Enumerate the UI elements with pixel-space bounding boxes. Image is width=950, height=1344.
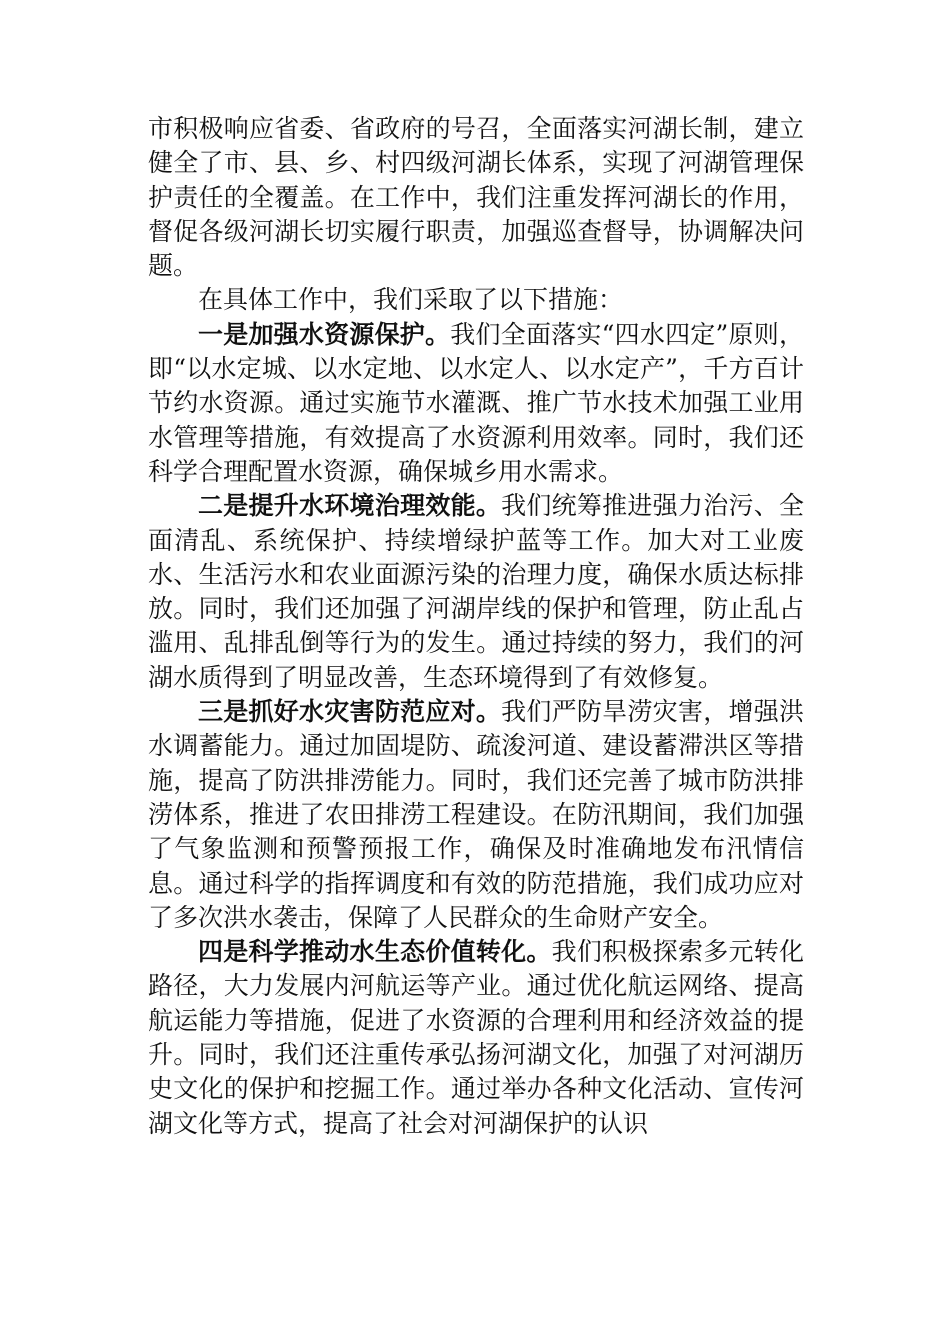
paragraph-text: 我们严防旱涝灾害，增强洪水调蓄能力。通过加固堤防、疏浚河道、建设蓄滞洪区等措施，提高了防洪排涝能力。同时，我们还完善了城市防洪排涝体系，推进了农田排涝工程建设。在防汛期间，我们加强了气象监测和预警预报工作，确保及时准确地发布汛情信息。通过科学的指挥调度和有效的防范措施，我们成功应对了多次洪水袭击，保障了人民群众的生命财产安全。 <box>148 697 804 932</box>
paragraph-text: 我们统筹推进强力治污、全面清乱、系统保护、持续增绿护蓝等工作。加大对工业废水、生活污水和农业面源污染的治理力度，确保水质达标排放。同时，我们还加强了河湖岸线的保护和管理，防止乱占滥用、乱排乱倒等行为的发生。通过持续的努力，我们的河湖水质得到了明显改善，生态环境得到了有效修复。 <box>148 491 804 692</box>
document-body <box>148 112 804 1141</box>
paragraph-continuation <box>148 112 804 283</box>
paragraph-measure-3 <box>148 695 804 935</box>
paragraph-text: 市积极响应省委、省政府的号召，全面落实河湖长制，建立健全了市、县、乡、村四级河湖长体系，实现了河湖管理保护责任的全覆盖。在工作中，我们注重发挥河湖长的作用，督促各级河湖长切实履行职责，加强巡查督导，协调解决问题。 <box>148 114 804 281</box>
paragraph-lead: 一是加强水资源保护。 <box>198 319 451 349</box>
paragraph-text: 我们全面落实“四水四定”原则，即“以水定城、以水定地、以水定人、以水定产”，千方百计节约水资源。通过实施节水灌溉、推广节水技术加强工业用水管理等措施，有效提高了水资源利用效率。同时，我们还科学合理配置水资源，确保城乡用水需求。 <box>148 319 804 486</box>
paragraph-lead: 三是抓好水灾害防范应对。 <box>198 697 502 727</box>
paragraph-lead: 二是提升水环境治理效能。 <box>198 491 502 521</box>
paragraph-measure-1 <box>148 318 804 489</box>
paragraph-measure-4 <box>148 935 804 1141</box>
paragraph-text: 我们积极探索多元转化路径，大力发展内河航运等产业。通过优化航运网络、提高航运能力等措施，促进了水资源的合理利用和经济效益的提升。同时，我们还注重传承弘扬河湖文化，加强了对河湖历史文化的保护和挖掘工作。通过举办各种文化活动、宣传河湖文化等方式，提高了社会对河湖保护的认识 <box>148 937 804 1138</box>
paragraph-text: 在具体工作中，我们采取了以下措施： <box>198 285 624 315</box>
paragraph-lead: 四是科学推动水生态价值转化。 <box>198 937 552 967</box>
paragraph-intro <box>148 283 804 317</box>
paragraph-measure-2 <box>148 489 804 695</box>
